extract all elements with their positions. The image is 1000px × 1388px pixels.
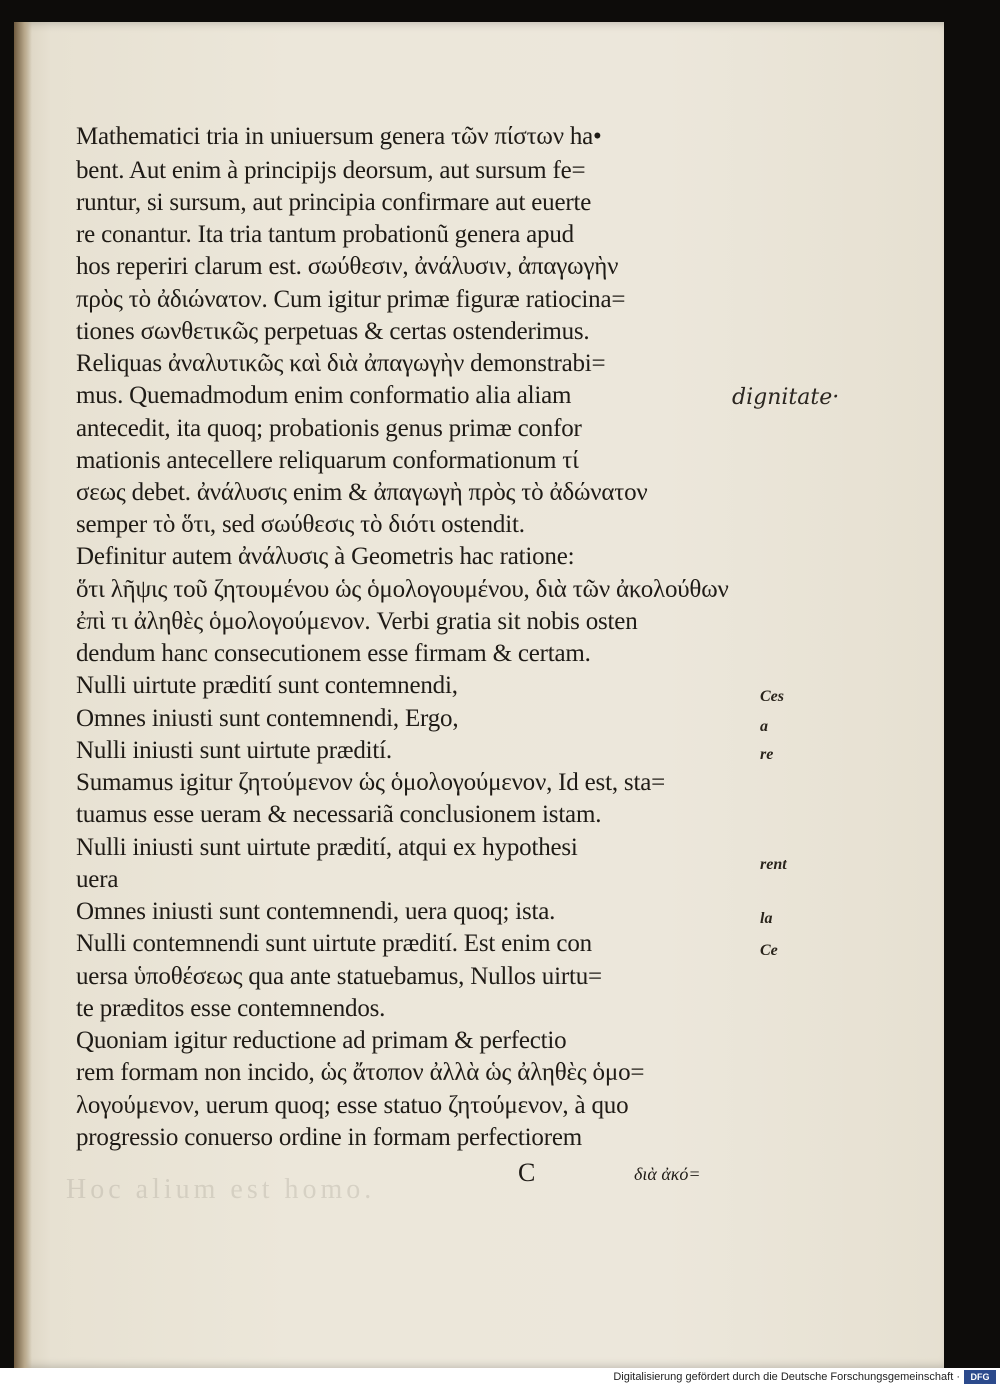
text-line: tiones σωνθετικῶς perpetuas & certas ostenderimus.: [76, 318, 590, 345]
dfg-logo: DFG: [964, 1370, 996, 1384]
text-line: progressio conuerso ordine in formam perfectiorem: [76, 1124, 582, 1151]
text-line: Sumamus igitur ζητούμενον ὡς ὁμολογούμενον, Id est, sta=: [76, 769, 665, 796]
text-line: πρὸς τὸ ἀδιώνατον. Cum igitur primæ figuræ ratiocina=: [76, 286, 626, 313]
mnemonic-margin-note: Ce: [760, 942, 778, 959]
text-line: bent. Aut enim à principijs deorsum, aut sursum fe=: [76, 157, 586, 184]
mnemonic-margin-note: la: [760, 910, 773, 927]
text-line: dendum hanc consecutionem esse firmam & certam.: [76, 640, 591, 667]
mnemonic-margin-note: Ces: [760, 688, 784, 705]
text-line: Omnes iniusti sunt contemnendi, uera quoq; ista.: [76, 898, 556, 925]
text-line: re conantur. Ita tria tantum probationũ genera apud: [76, 221, 574, 248]
text-line: antecedit, ita quoq; probationis genus primæ confor: [76, 415, 582, 442]
text-line: semper τὸ ὅτι, sed σωύθεσις τὸ διότι ostendit.: [76, 511, 525, 538]
text-line: runtur, si sursum, aut principia confirmare aut euerte: [76, 189, 592, 216]
catchword: διὰ ἀκό=: [634, 1164, 701, 1184]
text-line: Nulli uirtute prædití sunt contemnendi,: [76, 672, 458, 699]
footer-credit: Digitalisierung gefördert durch die Deutsche Forschungsgemeinschaft ·: [613, 1371, 960, 1383]
text-line: uersa ὑποθέσεως qua ante statuebamus, Nullos uirtu=: [76, 963, 602, 990]
binding-edge: [14, 22, 32, 1368]
footer-bar: [0, 1368, 1000, 1388]
text-line: te præditos esse contemnendos.: [76, 995, 386, 1022]
handwritten-margin-note: dignitate·: [732, 385, 840, 410]
mnemonic-margin-note: rent: [760, 856, 787, 873]
text-line: Nulli iniusti sunt uirtute prædití.: [76, 737, 392, 764]
text-line: tuamus esse ueram & necessariã conclusionem istam.: [76, 801, 602, 828]
text-line: uera: [76, 866, 119, 893]
book-page: [14, 22, 944, 1368]
bleed-through-text: Hoc alium est homo.: [66, 1174, 376, 1205]
mnemonic-margin-note: a: [760, 718, 768, 735]
text-line: λογούμενον, uerum quoq; esse statuo ζητούμενον, à quo: [76, 1092, 629, 1119]
text-line: mus. Quemadmodum enim conformatio alia aliam: [76, 382, 572, 409]
text-line: Quoniam igitur reductione ad primam & perfectio: [76, 1027, 567, 1054]
text-line: Reliquas ἀναλυτικῶς καὶ διὰ ἀπαγωγὴν demonstrabi=: [76, 350, 606, 377]
text-line: Nulli contemnendi sunt uirtute prædití. Est enim con: [76, 930, 592, 957]
text-line: Nulli iniusti sunt uirtute prædití, atqui ex hypothesi: [76, 834, 578, 861]
mnemonic-margin-note: re: [760, 746, 774, 763]
text-line: ἐπὶ τι ἀληθὲς ὁμολογούμενον. Verbi gratia sit nobis osten: [76, 608, 638, 635]
signature-mark: C: [518, 1158, 536, 1187]
text-line: rem formam non incido, ὡς ἄτοπον ἀλλὰ ὡς ἀληθὲς ὁμο=: [76, 1059, 645, 1086]
text-line: Mathematici tria in uniuersum genera τῶν πίστων ha•: [76, 123, 602, 150]
text-line: Definitur autem ἀνάλυσις à Geometris hac ratione:: [76, 543, 575, 570]
text-line: Omnes iniusti sunt contemnendi, Ergo,: [76, 705, 459, 732]
text-line: hos reperiri clarum est. σωύθεσιν, ἀνάλυσιν, ἀπαγωγὴν: [76, 253, 619, 280]
text-line: σεως debet. ἀνάλυσις enim & ἀπαγωγὴ πρὸς τὸ ἀδώνατον: [76, 479, 648, 506]
text-line: ὅτι λῆψις τοῦ ζητουμένου ὡς ὁμολογουμένου, διὰ τῶν ἀκολούθων: [76, 576, 729, 603]
text-line: mationis antecellere reliquarum conformationum τί: [76, 447, 579, 474]
